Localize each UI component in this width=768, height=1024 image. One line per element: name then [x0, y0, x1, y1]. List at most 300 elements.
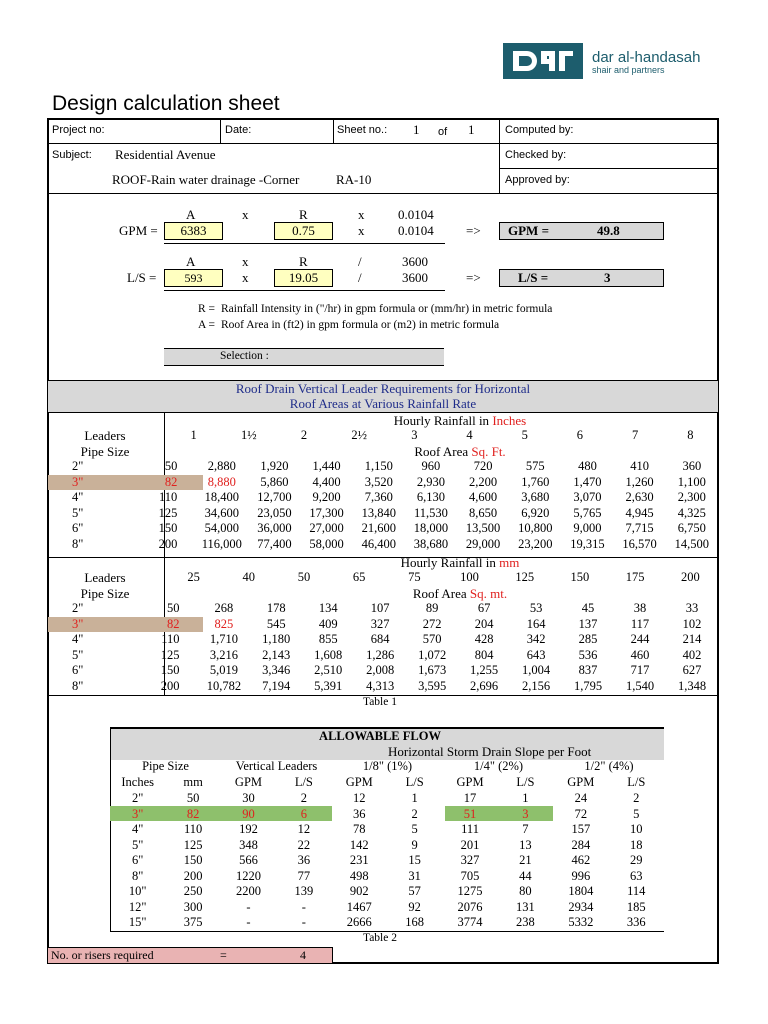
flow-cell: 50 [186, 791, 200, 806]
pipe-mm-cell: 200 [160, 678, 180, 693]
roof-area-cell: 1,673 [418, 663, 447, 678]
pipe-size-cell: 2" [72, 601, 84, 616]
flow-cell: 131 [516, 899, 535, 914]
roof-area-cell: 717 [630, 663, 650, 678]
roof-area-cell: 116,000 [201, 536, 242, 551]
table1-inch-col-header: 5 [521, 428, 528, 443]
flow-cell: 1 [411, 791, 418, 806]
table-row [48, 617, 718, 633]
note-r-key: R = [198, 303, 216, 315]
roof-area-cell: 684 [370, 632, 390, 647]
flow-cell: 1 [522, 791, 529, 806]
formula-a-header: A [186, 207, 196, 222]
flow-cell: 705 [460, 868, 480, 883]
pipe-size-cell: 6" [72, 663, 84, 678]
roof-area-cell: 6,920 [521, 505, 550, 520]
roof-area-cell: 134 [318, 601, 338, 616]
gpm-result-label: GPM = [508, 223, 549, 238]
flow-cell: 5" [132, 837, 144, 852]
roof-area-cell: 11,530 [413, 505, 448, 520]
logo-glyph-icon [503, 43, 583, 79]
table1-inch-col-header: 6 [576, 428, 584, 443]
risers-required-row [48, 947, 333, 963]
table1-inch-col-header: 7 [631, 428, 639, 443]
table-row [110, 884, 664, 900]
flow-cell: 3" [132, 806, 144, 821]
flow-cell: 51 [463, 806, 477, 821]
roof-area-cell: 4,945 [625, 505, 654, 520]
flow-cell: 29 [630, 853, 643, 868]
table-row [48, 475, 718, 491]
gpm-area-input[interactable]: 6383 [164, 222, 223, 240]
flow-cell: 6" [132, 853, 144, 868]
pipe-size-cell: 4" [72, 490, 84, 505]
roof-area-cell: 6,750 [677, 521, 706, 536]
table1-mm-col-header: 125 [515, 570, 535, 585]
roof-area-cell: 1,072 [418, 647, 447, 662]
roof-area-cell: 214 [682, 632, 702, 647]
roof-area-cell: 7,715 [625, 521, 654, 536]
ls-a-header: A [186, 254, 196, 269]
company-name: dar al-handasah [592, 49, 701, 66]
table2-units-row [110, 775, 664, 791]
table1-mm-col-header: 25 [187, 570, 200, 585]
roof-area-cell: 18,400 [204, 490, 239, 505]
flow-cell: 7 [522, 822, 529, 837]
pipe-mm-cell: 200 [158, 536, 178, 551]
roof-area-cell: 3,070 [573, 490, 602, 505]
roof-area-cell: 9,200 [312, 490, 341, 505]
ls-div-value-1: 3600 [402, 254, 428, 269]
gpm-result-box [499, 222, 664, 240]
flow-cell: 3774 [457, 915, 483, 930]
roof-area-sqft-heading [300, 444, 620, 460]
roof-area-cell: 13,840 [361, 505, 396, 520]
ls-result-box [499, 269, 664, 287]
table-row [110, 807, 664, 823]
table-row [48, 459, 718, 475]
risers-eq: = [220, 948, 227, 962]
roof-area-cell: 1,440 [312, 459, 341, 474]
flow-cell: 12" [128, 899, 147, 914]
roof-area-text: Roof Area [414, 444, 472, 459]
gpm-result-value: 49.8 [597, 223, 620, 238]
table-row [110, 853, 664, 869]
flow-cell: 142 [349, 837, 369, 852]
table2-unit-header: Inches [121, 775, 154, 790]
roof-area-cell: 1,100 [677, 474, 706, 489]
flow-cell: 2076 [457, 899, 483, 914]
flow-cell: 201 [460, 837, 480, 852]
pipe-mm-cell: 110 [159, 490, 178, 505]
table1-inch-col-header: 2 [300, 428, 308, 443]
table1-mm-columns [166, 570, 718, 586]
flow-cell: 231 [349, 853, 369, 868]
roof-area-cell: 2,200 [469, 474, 498, 489]
pipe-mm-cell: 110 [161, 632, 180, 647]
roof-area-cell: 4,313 [366, 678, 395, 693]
table1-inch-col-header: 1 [190, 428, 197, 443]
flow-cell: 10 [630, 822, 643, 837]
roof-area-cell: 7,360 [364, 490, 393, 505]
roof-area-cell: 53 [529, 601, 543, 616]
flow-cell: 44 [519, 868, 532, 883]
flow-cell: 157 [571, 822, 591, 837]
sheet-no-label: Sheet no.: [337, 124, 388, 136]
roof-area-cell: 33 [685, 601, 699, 616]
pipe-size-cell: 5" [72, 647, 84, 662]
ls-div-1: / [358, 254, 362, 269]
roof-area-cell: 16,570 [622, 536, 657, 551]
flow-cell: - [246, 899, 251, 914]
formula-x-1: x [242, 207, 249, 222]
flow-cell: 168 [405, 915, 425, 930]
roof-area-cell: 837 [578, 663, 598, 678]
pipe-size-cell: 8" [72, 536, 84, 551]
pipe-mm-cell: 82 [164, 474, 178, 489]
pipe-size-cell: 3" [72, 616, 84, 631]
roof-area-cell: 23,200 [518, 536, 553, 551]
formula-coef-2: 0.0104 [398, 223, 434, 238]
roof-area-cell: 1,260 [625, 474, 654, 489]
roof-area-cell: 77,400 [257, 536, 292, 551]
roof-area-cell: 38,680 [413, 536, 449, 551]
roof-area-cell: 1,286 [366, 647, 395, 662]
ls-result-value: 3 [604, 270, 611, 285]
pipe-size-cell: 2" [72, 459, 84, 474]
hourly-inches-heading [300, 413, 620, 429]
table2-title: ALLOWABLE FLOW [319, 729, 441, 743]
table1-mm-col-header: 50 [297, 570, 311, 585]
roof-area-cell: 1,348 [677, 678, 707, 693]
roof-area-cell: 102 [682, 616, 702, 631]
roof-area-cell: 46,400 [361, 536, 396, 551]
flow-cell: 12 [297, 822, 311, 837]
ls-arrow: => [466, 270, 481, 285]
flow-cell: 200 [183, 868, 203, 883]
roof-area-cell: 17,300 [309, 505, 344, 520]
flow-cell: 63 [630, 868, 643, 883]
flow-cell: 2" [132, 791, 144, 806]
table1-mm-col-header: 100 [460, 570, 479, 585]
roof-area-cell: 67 [477, 601, 491, 616]
risers-value: 4 [300, 948, 306, 962]
table1-inch-col-header: 4 [466, 428, 473, 443]
hourly-mm-text: Hourly Rainfall in [400, 555, 500, 570]
sqft-unit: Sq. Ft. [471, 444, 506, 459]
table1-caption: Table 1 [362, 696, 397, 708]
flow-cell: 139 [294, 884, 314, 899]
pipe-mm-cell: 125 [160, 647, 180, 662]
ls-div-value-2: 3600 [402, 270, 428, 285]
roof-area-cell: 575 [525, 459, 545, 474]
flow-cell: 36 [353, 806, 366, 821]
table2-group-header [110, 759, 664, 775]
pipe-size-cell: 5" [72, 505, 84, 520]
table2-unit-header: L/S [405, 775, 424, 790]
flow-cell: 566 [239, 853, 258, 868]
flow-cell: 1275 [457, 884, 483, 899]
table-row [110, 822, 664, 838]
note-a-key: A = [198, 319, 216, 331]
roof-area-cell: 10,782 [206, 678, 242, 693]
table2-unit-header: mm [183, 775, 203, 790]
roof-area-cell: 1,760 [521, 474, 550, 489]
flow-cell: 192 [239, 822, 258, 837]
roof-area-cell: 1,795 [573, 678, 603, 693]
roof-area-cell: 8,880 [207, 474, 236, 489]
flow-cell: 78 [353, 822, 366, 837]
table2-unit-header: GPM [345, 775, 373, 790]
table-row [48, 537, 718, 553]
roof-area-cell: 570 [422, 632, 442, 647]
roof-area-cell: 5,765 [573, 505, 602, 520]
roof-area-cell: 3,520 [364, 474, 393, 489]
gpm-label: GPM = [119, 223, 158, 238]
table1-title-line2: Roof Areas at Various Rainfall Rate [289, 396, 477, 411]
roof-area-cell: 8,650 [469, 505, 498, 520]
ls-x-1: x [242, 254, 249, 269]
table-row [48, 648, 718, 664]
roof-area-cell: 1,608 [314, 647, 343, 662]
roof-area-cell: 410 [630, 459, 649, 474]
subject-label: Subject: [52, 149, 92, 161]
flow-cell: 36 [297, 853, 311, 868]
table2-unit-header: GPM [567, 775, 595, 790]
roof-area-cell: 720 [473, 459, 493, 474]
flow-cell: 110 [183, 822, 203, 837]
ls-result-label: L/S = [518, 270, 549, 285]
table1-inch-col-header: 1½ [240, 428, 257, 443]
roof-area-cell: 3,346 [262, 663, 291, 678]
flow-cell: 2934 [568, 899, 594, 914]
roof-area-cell: 4,325 [677, 505, 706, 520]
leaders-label: Leaders [84, 428, 126, 443]
flow-cell: 18 [630, 837, 643, 852]
project-no-label: Project no: [52, 124, 105, 136]
flow-cell: 185 [626, 899, 646, 914]
formula-x-2: x [358, 207, 365, 222]
subject-value: Residential Avenue [115, 147, 216, 162]
flow-cell: 902 [349, 884, 369, 899]
roof-area-cell: 627 [682, 663, 702, 678]
computed-by-label: Computed by: [505, 124, 574, 136]
flow-cell: 375 [183, 915, 203, 930]
company-subname: shair and partners [592, 65, 665, 75]
hourly-inches-text: Hourly Rainfall in [393, 413, 493, 428]
roof-area-cell: 1,180 [262, 632, 291, 647]
flow-cell: 17 [463, 791, 477, 806]
roof-area-cell: 460 [630, 647, 650, 662]
flow-cell: 21 [519, 853, 532, 868]
table-row [110, 791, 664, 807]
roof-area-cell: 2,510 [314, 663, 343, 678]
roof-area-text-mm: Roof Area [412, 586, 470, 601]
roof-area-cell: 342 [526, 632, 546, 647]
flow-cell: 5 [411, 822, 418, 837]
flow-cell: 12 [353, 791, 366, 806]
flow-cell: 284 [571, 837, 591, 852]
roof-area-cell: 6,130 [416, 490, 445, 505]
pipe-size-label-mm: Pipe Size [80, 586, 130, 601]
ls-div-2: / [358, 270, 362, 285]
subject-line2: ROOF-Rain water drainage -Corner [112, 172, 300, 187]
roof-area-cell: 1,255 [470, 663, 499, 678]
selection-label: Selection : [220, 350, 269, 362]
ls-intensity-input[interactable]: 19.05 [274, 269, 333, 287]
roof-area-cell: 268 [214, 601, 234, 616]
pipe-mm-cell: 125 [158, 505, 178, 520]
flow-cell: 15" [128, 915, 147, 930]
sqmt-unit: Sq. mt. [469, 586, 508, 601]
ls-label: L/S = [127, 270, 157, 285]
flow-cell: 72 [574, 806, 588, 821]
roof-area-cell: 89 [425, 601, 439, 616]
roof-area-cell: 2,696 [470, 678, 499, 693]
roof-area-cell: 36,000 [257, 521, 292, 536]
flow-cell: 4" [132, 822, 144, 837]
roof-area-cell: 3,595 [418, 678, 447, 693]
flow-cell: 996 [571, 868, 591, 883]
table-row [110, 915, 664, 931]
flow-cell: 1467 [346, 899, 372, 914]
gpm-intensity-input[interactable]: 0.75 [274, 222, 333, 240]
ls-area-input[interactable]: 593 [164, 269, 223, 287]
flow-cell: 2 [633, 791, 640, 806]
roof-area-cell: 327 [370, 616, 390, 631]
roof-area-cell: 2,156 [522, 678, 551, 693]
table2-subtitle: Horizontal Storm Drain Slope per Foot [388, 744, 592, 759]
roof-area-cell: 45 [581, 601, 595, 616]
table1-inch-body [48, 459, 718, 552]
flow-cell: 30 [242, 791, 255, 806]
roof-area-cell: 19,315 [570, 536, 605, 551]
roof-area-cell: 23,050 [257, 505, 292, 520]
roof-area-cell: 13,500 [465, 521, 501, 536]
inches-unit: Inches [492, 413, 527, 428]
table1-inch-col-header: 3 [411, 428, 418, 443]
flow-cell: 327 [460, 853, 480, 868]
roof-area-cell: 272 [422, 616, 442, 631]
company-logo [592, 50, 700, 75]
flow-cell: 2 [300, 791, 307, 806]
table-row [48, 679, 718, 695]
pipe-size-cell: 4" [72, 632, 84, 647]
table1-inch-columns [166, 428, 718, 444]
roof-area-cell: 204 [474, 616, 494, 631]
flow-cell: 82 [186, 806, 200, 821]
roof-area-cell: 1,540 [625, 678, 655, 693]
t2-pipe-size-head: Pipe Size [142, 759, 189, 774]
flow-cell: - [246, 915, 251, 930]
flow-cell: 2200 [235, 884, 261, 899]
roof-area-cell: 3,216 [209, 647, 238, 662]
table2-unit-header: GPM [456, 775, 484, 790]
table-row [48, 601, 718, 617]
roof-area-cell: 5,019 [209, 663, 238, 678]
flow-cell: 6 [300, 806, 307, 821]
sheet-total-value: 1 [468, 122, 475, 137]
roof-area-cell: 545 [266, 616, 286, 631]
checked-by-label: Checked by: [505, 149, 567, 161]
table-row [48, 663, 718, 679]
roof-area-cell: 12,700 [257, 490, 292, 505]
leaders-label-mm: Leaders [84, 570, 126, 585]
roof-area-cell: 4,400 [312, 474, 341, 489]
roof-area-cell: 137 [578, 616, 598, 631]
table2-caption: Table 2 [362, 932, 397, 944]
roof-area-cell: 285 [578, 632, 598, 647]
roof-area-cell: 825 [214, 616, 234, 631]
roof-area-cell: 1,004 [522, 663, 551, 678]
roof-area-cell: 9,000 [573, 521, 602, 536]
t2-vertical-head: Vertical Leaders [235, 759, 318, 774]
flow-cell: 10" [128, 884, 147, 899]
roof-area-cell: 428 [474, 632, 494, 647]
pipe-size-label: Pipe Size [80, 444, 130, 459]
table2-unit-header: L/S [294, 775, 313, 790]
flow-cell: 114 [627, 884, 646, 899]
roof-area-cell: 536 [578, 647, 598, 662]
flow-cell: 57 [408, 884, 421, 899]
roof-area-cell: 855 [318, 632, 338, 647]
table2-unit-header: L/S [627, 775, 646, 790]
table2-body [110, 791, 664, 931]
roof-area-cell: 117 [630, 616, 650, 631]
roof-area-cell: 21,600 [361, 521, 396, 536]
pipe-mm-cell: 50 [167, 601, 180, 616]
roof-area-cell: 7,194 [262, 678, 291, 693]
table-row [48, 632, 718, 648]
pipe-size-cell: 6" [72, 521, 84, 536]
table1-mm-col-header: 175 [625, 570, 645, 585]
roof-area-cell: 107 [370, 601, 390, 616]
roof-area-cell: 804 [474, 647, 494, 662]
table1-title [48, 381, 718, 411]
table1-mm-col-header: 150 [570, 570, 590, 585]
roof-area-sqmt-heading [300, 586, 620, 602]
t2-slope2-head: 1/4" (2%) [473, 759, 524, 774]
ls-x-2: x [242, 270, 249, 285]
roof-area-cell: 2,930 [416, 474, 445, 489]
roof-area-cell: 29,000 [465, 536, 501, 551]
flow-cell: 250 [183, 884, 203, 899]
roof-area-cell: 5,391 [314, 678, 343, 693]
page-title: Design calculation sheet [52, 92, 280, 115]
flow-cell: 238 [516, 915, 535, 930]
roof-area-cell: 5,860 [260, 474, 289, 489]
roof-area-cell: 10,800 [518, 521, 553, 536]
formula-x-3: x [358, 223, 365, 238]
roof-area-cell: 409 [318, 616, 338, 631]
flow-cell: 5 [633, 806, 640, 821]
flow-cell: 24 [574, 791, 588, 806]
pipe-size-cell: 3" [72, 474, 84, 489]
flow-cell: 13 [519, 837, 532, 852]
roof-area-cell: 14,500 [674, 536, 710, 551]
ls-r-header: R [299, 254, 308, 269]
flow-cell: 1804 [568, 884, 594, 899]
subject-code: RA-10 [336, 172, 372, 187]
table2-unit-header: GPM [234, 775, 263, 790]
roof-area-cell: 960 [421, 459, 441, 474]
table-row [48, 506, 718, 522]
roof-area-cell: 3,680 [521, 490, 550, 505]
sheet-of-label: of [438, 126, 448, 138]
roof-area-cell: 54,000 [204, 521, 239, 536]
table1-mm-col-header: 40 [242, 570, 256, 585]
hourly-mm-heading [300, 555, 620, 571]
